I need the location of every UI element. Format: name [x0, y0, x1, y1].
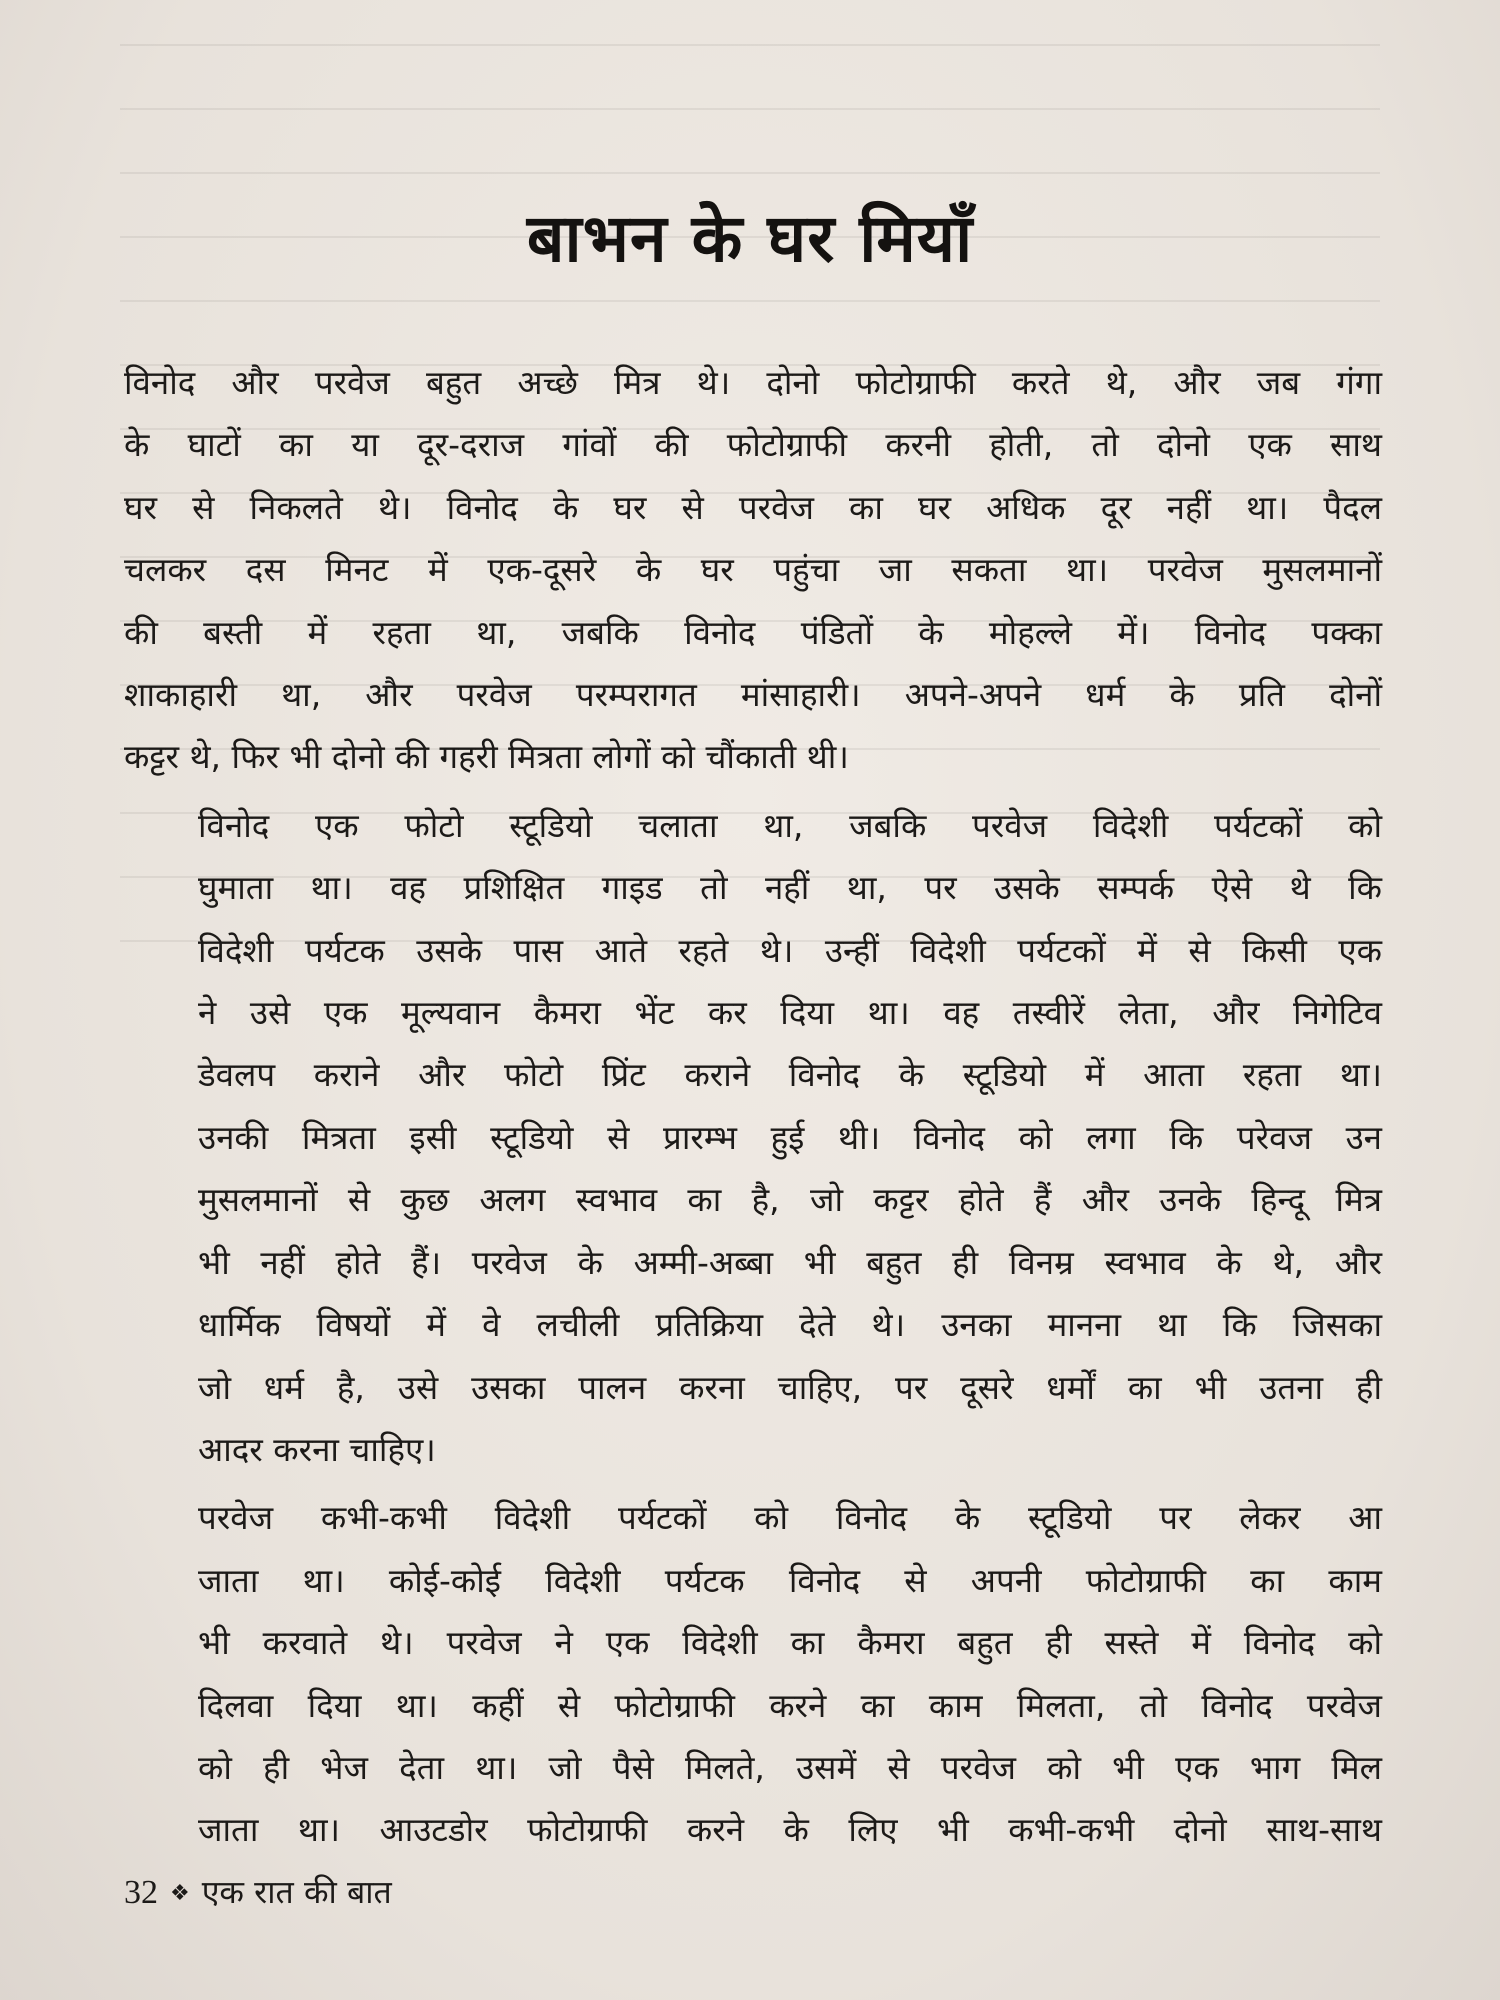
text-line: के घाटों का या दूर-दराज गांवों की फोटोग्राफी करनी होती, तो दोनो एक साथ	[124, 425, 1382, 465]
text-line: भी करवाते थे। परवेज ने एक विदेशी का कैमरा बहुत ही सस्ते में विनोद को	[198, 1623, 1382, 1663]
text-line: घुमाता था। वह प्रशिक्षित गाइड तो नहीं था, पर उसके सम्पर्क ऐसे थे कि	[198, 868, 1382, 908]
text-line: भी नहीं होते हैं। परवेज के अम्मी-अब्बा भी बहुत ही विनम्र स्वभाव के थे, और	[198, 1242, 1382, 1282]
paragraph-2	[124, 795, 1382, 1481]
chapter-title: बाभन के घर मियाँ	[526, 200, 974, 278]
text-line: मुसलमानों से कुछ अलग स्वभाव का है, जो कट्टर होते हैं और उनके हिन्दू मित्र	[198, 1180, 1382, 1220]
chapter-body	[124, 352, 1382, 1868]
book-title: एक रात की बात	[201, 1873, 392, 1911]
text-line: शाकाहारी था, और परवेज परम्परागत मांसाहारी। अपने-अपने धर्म के प्रति दोनों	[124, 675, 1382, 715]
page-number: 32	[124, 1874, 158, 1911]
paragraph-3	[124, 1487, 1382, 1861]
text-line: ने उसे एक मूल्यवान कैमरा भेंट कर दिया था। वह तस्वीरें लेता, और निगेटिव	[198, 993, 1382, 1033]
text-line: को ही भेज देता था। जो पैसे मिलते, उसमें से परवेज को भी एक भाग मिल	[198, 1747, 1382, 1787]
text-line: परवेज कभी-कभी विदेशी पर्यटकों को विनोद के स्टूडियो पर लेकर आ	[198, 1498, 1382, 1538]
text-line: की बस्ती में रहता था, जबकि विनोद पंडितों के मोहल्ले में। विनोद पक्का	[124, 612, 1382, 652]
text-line: विनोद एक फोटो स्टूडियो चलाता था, जबकि परवेज विदेशी पर्यटकों को	[198, 805, 1382, 845]
text-line: आदर करना चाहिए।	[198, 1429, 436, 1469]
text-line: धार्मिक विषयों में वे लचीली प्रतिक्रिया देते थे। उनका मानना था कि जिसका	[198, 1305, 1382, 1345]
text-line: जो धर्म है, उसे उसका पालन करना चाहिए, पर दूसरे धर्मों का भी उतना ही	[198, 1367, 1382, 1407]
text-line: जाता था। कोई-कोई विदेशी पर्यटक विनोद से अपनी फोटोग्राफी का काम	[198, 1560, 1382, 1600]
text-line: कट्टर थे, फिर भी दोनो की गहरी मित्रता लोगों को चौंकाती थी।	[124, 737, 849, 777]
ornament-separator-icon: ❖	[170, 1881, 190, 1906]
text-line: विनोद और परवेज बहुत अच्छे मित्र थे। दोनो फोटोग्राफी करते थे, और जब गंगा	[124, 363, 1382, 402]
text-line: घर से निकलते थे। विनोद के घर से परवेज का घर अधिक दूर नहीं था। पैदल	[124, 487, 1382, 527]
text-line: डेवलप कराने और फोटो प्रिंट कराने विनोद के स्टूडियो में आता रहता था।	[198, 1055, 1382, 1095]
text-line: दिलवा दिया था। कहीं से फोटोग्राफी करने का काम मिलता, तो विनोद परवेज	[198, 1685, 1382, 1725]
page-footer	[124, 1870, 392, 1916]
text-line: विदेशी पर्यटक उसके पास आते रहते थे। उन्हीं विदेशी पर्यटकों में से किसी एक	[198, 930, 1382, 970]
text-line: उनकी मित्रता इसी स्टूडियो से प्रारम्भ हुई थी। विनोद को लगा कि परेवज उन	[198, 1117, 1382, 1157]
text-line: चलकर दस मिनट में एक-दूसरे के घर पहुंचा जा सकता था। परवेज मुसलमानों	[124, 550, 1382, 590]
text-line: जाता था। आउटडोर फोटोग्राफी करने के लिए भी कभी-कभी दोनो साथ-साथ	[198, 1810, 1382, 1850]
paragraph-1	[124, 352, 1382, 789]
